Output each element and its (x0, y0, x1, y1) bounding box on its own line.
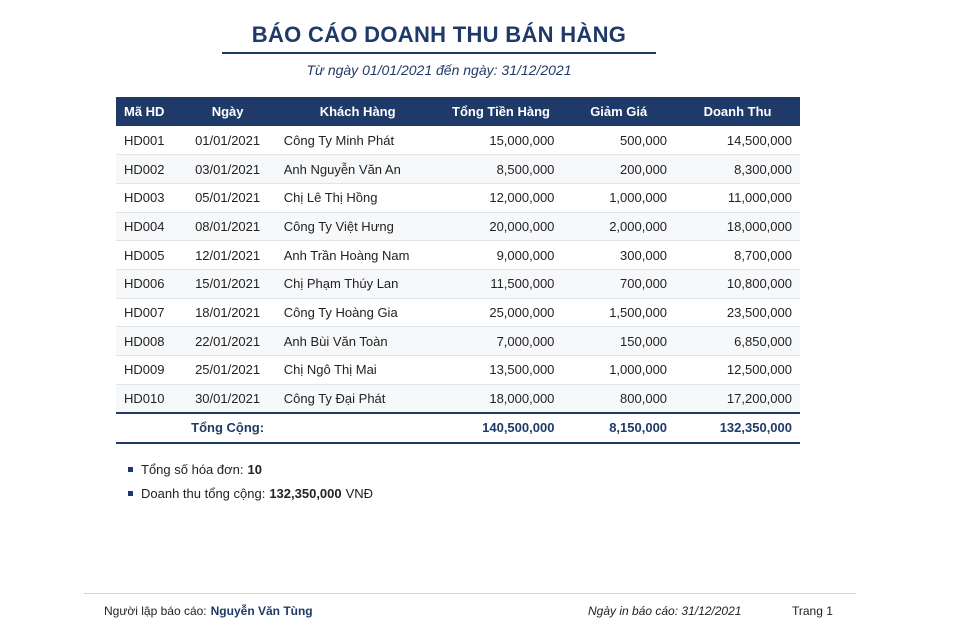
cell-discount: 1,500,000 (562, 298, 675, 327)
cell-date: 12/01/2021 (179, 241, 275, 270)
cell-total-goods: 7,000,000 (440, 327, 563, 356)
table-row (116, 126, 800, 155)
invoice-count-value: 10 (247, 461, 262, 477)
cell-invoice-code: HD003 (116, 183, 179, 212)
table-row (116, 327, 800, 356)
cell-date: 30/01/2021 (179, 384, 275, 413)
total-revenue-unit: VNĐ (345, 485, 374, 501)
totals-label: Tổng Cộng: (179, 413, 275, 443)
cell-invoice-code: HD002 (116, 155, 179, 184)
cell-discount: 2,000,000 (562, 212, 675, 241)
cell-invoice-code: HD001 (116, 126, 179, 155)
table-row (116, 269, 800, 298)
cell-total-goods: 8,500,000 (440, 155, 563, 184)
table-header-row (116, 97, 800, 126)
cell-revenue: 18,000,000 (675, 212, 800, 241)
cell-revenue: 17,200,000 (675, 384, 800, 413)
cell-total-goods: 13,500,000 (440, 356, 563, 385)
cell-date: 25/01/2021 (179, 356, 275, 385)
cell-total-goods: 18,000,000 (440, 384, 563, 413)
cell-total-goods: 12,000,000 (440, 183, 563, 212)
report-date-range: Từ ngày 01/01/2021 đến ngày: 31/12/2021 (306, 62, 572, 78)
preparer-label: Người lập báo cáo: (104, 604, 207, 618)
footer-page-number: Trang 1 (792, 604, 833, 618)
cell-discount: 1,000,000 (562, 356, 675, 385)
cell-discount: 700,000 (562, 269, 675, 298)
title-divider (222, 52, 656, 54)
cell-invoice-code: HD004 (116, 212, 179, 241)
cell-discount: 800,000 (562, 384, 675, 413)
totals-row (116, 413, 800, 443)
cell-customer: Anh Nguyễn Văn An (276, 155, 440, 184)
table-row (116, 356, 800, 385)
cell-total-goods: 9,000,000 (440, 241, 563, 270)
column-header-total-goods: Tổng Tiền Hàng (440, 97, 563, 126)
cell-discount: 300,000 (562, 241, 675, 270)
column-header-invoice-code: Mã HD (116, 97, 179, 126)
cell-discount: 1,000,000 (562, 183, 675, 212)
cell-invoice-code: HD007 (116, 298, 179, 327)
cell-total-goods: 15,000,000 (440, 126, 563, 155)
table-row (116, 384, 800, 413)
cell-total-goods: 11,500,000 (440, 269, 563, 298)
revenue-table (116, 97, 800, 444)
cell-revenue: 12,500,000 (675, 356, 800, 385)
totals-spacer (276, 413, 440, 443)
cell-revenue: 8,700,000 (675, 241, 800, 270)
total-revenue-label: Doanh thu tổng cộng: (141, 485, 266, 501)
cell-total-goods: 25,000,000 (440, 298, 563, 327)
cell-date: 22/01/2021 (179, 327, 275, 356)
cell-customer: Anh Bùi Văn Toàn (276, 327, 440, 356)
table-body (116, 126, 800, 413)
cell-discount: 200,000 (562, 155, 675, 184)
cell-date: 01/01/2021 (179, 126, 275, 155)
totals-total-goods: 140,500,000 (440, 413, 563, 443)
bullet-icon (128, 491, 133, 496)
cell-date: 15/01/2021 (179, 269, 275, 298)
cell-invoice-code: HD005 (116, 241, 179, 270)
totals-spacer (116, 413, 179, 443)
cell-customer: Chị Phạm Thúy Lan (276, 269, 440, 298)
cell-revenue: 11,000,000 (675, 183, 800, 212)
cell-revenue: 6,850,000 (675, 327, 800, 356)
summary-invoice-count (128, 457, 373, 481)
cell-customer: Anh Trần Hoàng Nam (276, 241, 440, 270)
footer-divider (84, 593, 856, 594)
cell-customer: Chị Lê Thị Hồng (276, 183, 440, 212)
column-header-revenue: Doanh Thu (675, 97, 800, 126)
cell-revenue: 14,500,000 (675, 126, 800, 155)
cell-customer: Chị Ngô Thị Mai (276, 356, 440, 385)
summary-total-revenue (128, 481, 373, 505)
column-header-date: Ngày (179, 97, 275, 126)
cell-date: 03/01/2021 (179, 155, 275, 184)
column-header-discount: Giảm Giá (562, 97, 675, 126)
cell-discount: 150,000 (562, 327, 675, 356)
cell-customer: Công Ty Minh Phát (276, 126, 440, 155)
cell-invoice-code: HD010 (116, 384, 179, 413)
cell-total-goods: 20,000,000 (440, 212, 563, 241)
cell-invoice-code: HD006 (116, 269, 179, 298)
cell-customer: Công Ty Đại Phát (276, 384, 440, 413)
totals-discount: 8,150,000 (562, 413, 675, 443)
table-row (116, 212, 800, 241)
table-row (116, 155, 800, 184)
report-title: BÁO CÁO DOANH THU BÁN HÀNG (251, 22, 627, 47)
table-row (116, 183, 800, 212)
cell-revenue: 10,800,000 (675, 269, 800, 298)
invoice-count-label: Tổng số hóa đơn: (141, 461, 244, 477)
summary-section (128, 457, 373, 505)
bullet-icon (128, 467, 133, 472)
cell-revenue: 23,500,000 (675, 298, 800, 327)
table-row (116, 241, 800, 270)
table-row (116, 298, 800, 327)
cell-invoice-code: HD009 (116, 356, 179, 385)
totals-revenue: 132,350,000 (675, 413, 800, 443)
footer-print-date: Ngày in báo cáo: 31/12/2021 (588, 604, 742, 618)
cell-invoice-code: HD008 (116, 327, 179, 356)
total-revenue-value: 132,350,000 (269, 485, 342, 501)
cell-revenue: 8,300,000 (675, 155, 800, 184)
cell-date: 08/01/2021 (179, 212, 275, 241)
cell-date: 18/01/2021 (179, 298, 275, 327)
cell-customer: Công Ty Việt Hưng (276, 212, 440, 241)
cell-discount: 500,000 (562, 126, 675, 155)
column-header-customer: Khách Hàng (276, 97, 440, 126)
cell-date: 05/01/2021 (179, 183, 275, 212)
cell-customer: Công Ty Hoàng Gia (276, 298, 440, 327)
footer-preparer (104, 604, 313, 618)
preparer-name: Nguyễn Văn Tùng (210, 604, 313, 618)
